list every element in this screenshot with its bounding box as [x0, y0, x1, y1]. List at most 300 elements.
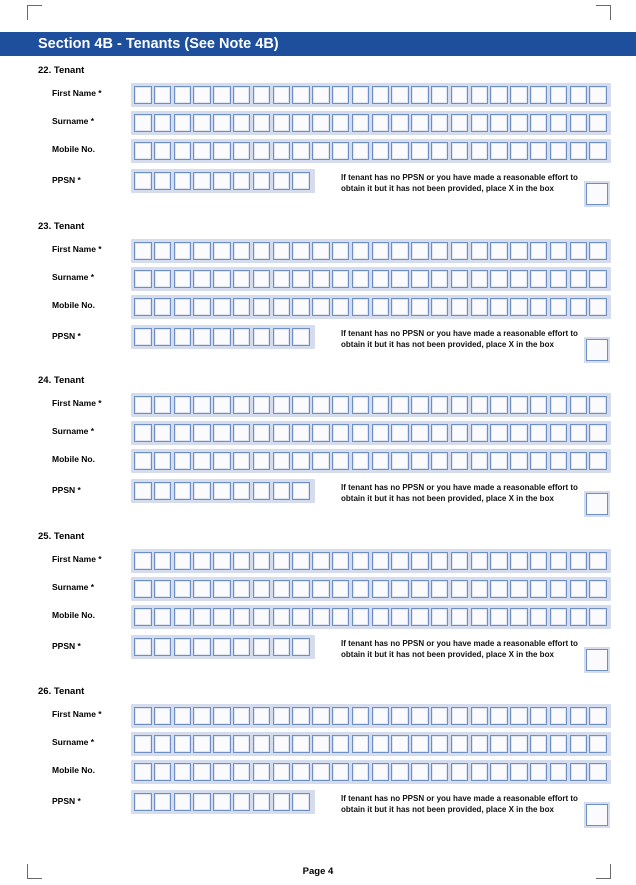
first-name-char-box[interactable] — [490, 242, 508, 260]
first-name-char-box[interactable] — [134, 86, 152, 104]
first-name-char-box[interactable] — [352, 396, 370, 414]
first-name-char-box[interactable] — [589, 86, 607, 104]
mobile-char-box[interactable] — [174, 452, 192, 470]
mobile-char-box[interactable] — [233, 142, 251, 160]
mobile-char-box[interactable] — [411, 763, 429, 781]
surname-char-box[interactable] — [233, 270, 251, 288]
first-name-char-box[interactable] — [253, 242, 271, 260]
mobile-char-box[interactable] — [134, 142, 152, 160]
surname-char-box[interactable] — [411, 114, 429, 132]
first-name-char-box[interactable] — [471, 242, 489, 260]
ppsn-char-box[interactable] — [174, 328, 192, 346]
surname-char-box[interactable] — [253, 424, 271, 442]
mobile-char-box[interactable] — [253, 142, 271, 160]
first-name-char-box[interactable] — [154, 552, 172, 570]
surname-char-box[interactable] — [589, 270, 607, 288]
mobile-char-box[interactable] — [471, 452, 489, 470]
surname-char-box[interactable] — [530, 424, 548, 442]
ppsn-char-box[interactable] — [134, 793, 152, 811]
ppsn-char-box[interactable] — [253, 793, 271, 811]
mobile-char-box[interactable] — [154, 142, 172, 160]
first-name-char-box[interactable] — [391, 242, 409, 260]
surname-char-box[interactable] — [273, 580, 291, 598]
first-name-char-box[interactable] — [550, 242, 568, 260]
ppsn-char-box[interactable] — [193, 638, 211, 656]
ppsn-char-box[interactable] — [253, 172, 271, 190]
mobile-char-box[interactable] — [372, 763, 390, 781]
surname-char-box[interactable] — [154, 114, 172, 132]
mobile-char-box[interactable] — [312, 763, 330, 781]
surname-char-box[interactable] — [174, 580, 192, 598]
first-name-char-box[interactable] — [312, 86, 330, 104]
mobile-char-box[interactable] — [411, 608, 429, 626]
first-name-char-box[interactable] — [570, 552, 588, 570]
mobile-char-box[interactable] — [570, 298, 588, 316]
surname-char-box[interactable] — [253, 580, 271, 598]
surname-char-box[interactable] — [471, 580, 489, 598]
mobile-char-box[interactable] — [431, 763, 449, 781]
mobile-char-box[interactable] — [570, 142, 588, 160]
mobile-char-box[interactable] — [193, 142, 211, 160]
mobile-char-box[interactable] — [253, 452, 271, 470]
first-name-char-box[interactable] — [372, 707, 390, 725]
surname-char-box[interactable] — [471, 424, 489, 442]
surname-char-box[interactable] — [193, 424, 211, 442]
ppsn-char-box[interactable] — [292, 793, 310, 811]
first-name-char-box[interactable] — [233, 707, 251, 725]
surname-char-box[interactable] — [213, 735, 231, 753]
first-name-char-box[interactable] — [451, 396, 469, 414]
first-name-char-box[interactable] — [273, 242, 291, 260]
mobile-char-box[interactable] — [451, 452, 469, 470]
ppsn-char-box[interactable] — [193, 328, 211, 346]
surname-char-box[interactable] — [372, 580, 390, 598]
surname-char-box[interactable] — [332, 424, 350, 442]
surname-char-box[interactable] — [154, 735, 172, 753]
ppsn-char-box[interactable] — [253, 328, 271, 346]
first-name-char-box[interactable] — [193, 86, 211, 104]
surname-char-box[interactable] — [213, 114, 231, 132]
surname-char-box[interactable] — [273, 114, 291, 132]
surname-char-box[interactable] — [134, 424, 152, 442]
ppsn-char-box[interactable] — [233, 793, 251, 811]
mobile-char-box[interactable] — [391, 608, 409, 626]
surname-char-box[interactable] — [292, 735, 310, 753]
first-name-char-box[interactable] — [352, 86, 370, 104]
surname-char-box[interactable] — [352, 580, 370, 598]
surname-char-box[interactable] — [253, 270, 271, 288]
ppsn-char-box[interactable] — [134, 172, 152, 190]
surname-char-box[interactable] — [233, 424, 251, 442]
surname-char-box[interactable] — [193, 735, 211, 753]
ppsn-char-box[interactable] — [292, 638, 310, 656]
mobile-char-box[interactable] — [372, 298, 390, 316]
mobile-char-box[interactable] — [273, 298, 291, 316]
mobile-char-box[interactable] — [174, 142, 192, 160]
ppsn-char-box[interactable] — [134, 638, 152, 656]
mobile-char-box[interactable] — [570, 452, 588, 470]
mobile-char-box[interactable] — [233, 452, 251, 470]
surname-char-box[interactable] — [589, 114, 607, 132]
mobile-char-box[interactable] — [253, 298, 271, 316]
first-name-char-box[interactable] — [154, 242, 172, 260]
mobile-char-box[interactable] — [372, 608, 390, 626]
surname-char-box[interactable] — [253, 114, 271, 132]
surname-char-box[interactable] — [233, 114, 251, 132]
ppsn-char-box[interactable] — [213, 328, 231, 346]
first-name-char-box[interactable] — [253, 552, 271, 570]
first-name-char-box[interactable] — [253, 707, 271, 725]
surname-char-box[interactable] — [451, 270, 469, 288]
mobile-char-box[interactable] — [193, 763, 211, 781]
mobile-char-box[interactable] — [490, 452, 508, 470]
first-name-char-box[interactable] — [570, 396, 588, 414]
surname-char-box[interactable] — [193, 580, 211, 598]
first-name-char-box[interactable] — [233, 552, 251, 570]
surname-char-box[interactable] — [570, 114, 588, 132]
first-name-char-box[interactable] — [312, 552, 330, 570]
first-name-char-box[interactable] — [154, 86, 172, 104]
mobile-char-box[interactable] — [570, 763, 588, 781]
surname-char-box[interactable] — [253, 735, 271, 753]
surname-char-box[interactable] — [431, 580, 449, 598]
mobile-char-box[interactable] — [550, 608, 568, 626]
first-name-char-box[interactable] — [193, 707, 211, 725]
mobile-char-box[interactable] — [510, 608, 528, 626]
surname-char-box[interactable] — [490, 580, 508, 598]
ppsn-char-box[interactable] — [213, 172, 231, 190]
first-name-char-box[interactable] — [372, 86, 390, 104]
mobile-char-box[interactable] — [530, 142, 548, 160]
ppsn-char-box[interactable] — [292, 482, 310, 500]
mobile-char-box[interactable] — [570, 608, 588, 626]
first-name-char-box[interactable] — [134, 396, 152, 414]
ppsn-char-box[interactable] — [193, 482, 211, 500]
ppsn-char-box[interactable] — [154, 482, 172, 500]
mobile-char-box[interactable] — [174, 608, 192, 626]
surname-char-box[interactable] — [570, 580, 588, 598]
surname-char-box[interactable] — [273, 270, 291, 288]
mobile-char-box[interactable] — [332, 608, 350, 626]
surname-char-box[interactable] — [213, 580, 231, 598]
mobile-char-box[interactable] — [550, 763, 568, 781]
first-name-char-box[interactable] — [530, 242, 548, 260]
surname-char-box[interactable] — [292, 424, 310, 442]
mobile-char-box[interactable] — [312, 142, 330, 160]
first-name-char-box[interactable] — [589, 552, 607, 570]
first-name-char-box[interactable] — [213, 242, 231, 260]
surname-char-box[interactable] — [372, 735, 390, 753]
mobile-char-box[interactable] — [589, 298, 607, 316]
no-ppsn-checkbox[interactable] — [586, 804, 608, 826]
ppsn-char-box[interactable] — [273, 793, 291, 811]
surname-char-box[interactable] — [213, 424, 231, 442]
first-name-char-box[interactable] — [253, 396, 271, 414]
ppsn-char-box[interactable] — [213, 793, 231, 811]
surname-char-box[interactable] — [510, 270, 528, 288]
surname-char-box[interactable] — [550, 580, 568, 598]
mobile-char-box[interactable] — [312, 608, 330, 626]
surname-char-box[interactable] — [174, 114, 192, 132]
first-name-char-box[interactable] — [530, 396, 548, 414]
surname-char-box[interactable] — [372, 424, 390, 442]
mobile-char-box[interactable] — [134, 452, 152, 470]
mobile-char-box[interactable] — [273, 452, 291, 470]
first-name-char-box[interactable] — [431, 242, 449, 260]
mobile-char-box[interactable] — [431, 142, 449, 160]
surname-char-box[interactable] — [570, 424, 588, 442]
first-name-char-box[interactable] — [312, 707, 330, 725]
no-ppsn-checkbox[interactable] — [586, 493, 608, 515]
ppsn-char-box[interactable] — [154, 172, 172, 190]
first-name-char-box[interactable] — [292, 242, 310, 260]
mobile-char-box[interactable] — [352, 763, 370, 781]
surname-char-box[interactable] — [471, 270, 489, 288]
surname-char-box[interactable] — [471, 735, 489, 753]
surname-char-box[interactable] — [312, 735, 330, 753]
first-name-char-box[interactable] — [174, 396, 192, 414]
ppsn-char-box[interactable] — [273, 172, 291, 190]
surname-char-box[interactable] — [134, 735, 152, 753]
mobile-char-box[interactable] — [154, 298, 172, 316]
mobile-char-box[interactable] — [451, 142, 469, 160]
mobile-char-box[interactable] — [193, 608, 211, 626]
mobile-char-box[interactable] — [312, 452, 330, 470]
first-name-char-box[interactable] — [550, 552, 568, 570]
surname-char-box[interactable] — [451, 424, 469, 442]
first-name-char-box[interactable] — [570, 242, 588, 260]
mobile-char-box[interactable] — [213, 298, 231, 316]
surname-char-box[interactable] — [550, 114, 568, 132]
surname-char-box[interactable] — [510, 424, 528, 442]
mobile-char-box[interactable] — [213, 763, 231, 781]
first-name-char-box[interactable] — [471, 707, 489, 725]
first-name-char-box[interactable] — [273, 86, 291, 104]
ppsn-char-box[interactable] — [193, 172, 211, 190]
mobile-char-box[interactable] — [352, 608, 370, 626]
surname-char-box[interactable] — [233, 580, 251, 598]
first-name-char-box[interactable] — [292, 396, 310, 414]
mobile-char-box[interactable] — [273, 763, 291, 781]
mobile-char-box[interactable] — [589, 763, 607, 781]
surname-char-box[interactable] — [510, 580, 528, 598]
first-name-char-box[interactable] — [213, 552, 231, 570]
surname-char-box[interactable] — [174, 424, 192, 442]
first-name-char-box[interactable] — [273, 552, 291, 570]
first-name-char-box[interactable] — [134, 552, 152, 570]
mobile-char-box[interactable] — [471, 298, 489, 316]
mobile-char-box[interactable] — [490, 142, 508, 160]
first-name-char-box[interactable] — [154, 707, 172, 725]
first-name-char-box[interactable] — [451, 552, 469, 570]
surname-char-box[interactable] — [550, 270, 568, 288]
first-name-char-box[interactable] — [391, 396, 409, 414]
surname-char-box[interactable] — [312, 424, 330, 442]
first-name-char-box[interactable] — [193, 396, 211, 414]
first-name-char-box[interactable] — [510, 242, 528, 260]
ppsn-char-box[interactable] — [273, 328, 291, 346]
surname-char-box[interactable] — [530, 114, 548, 132]
mobile-char-box[interactable] — [292, 452, 310, 470]
ppsn-char-box[interactable] — [213, 638, 231, 656]
surname-char-box[interactable] — [312, 580, 330, 598]
first-name-char-box[interactable] — [332, 242, 350, 260]
first-name-char-box[interactable] — [589, 707, 607, 725]
first-name-char-box[interactable] — [471, 396, 489, 414]
mobile-char-box[interactable] — [174, 763, 192, 781]
surname-char-box[interactable] — [273, 424, 291, 442]
mobile-char-box[interactable] — [411, 452, 429, 470]
first-name-char-box[interactable] — [193, 242, 211, 260]
first-name-char-box[interactable] — [332, 396, 350, 414]
mobile-char-box[interactable] — [273, 608, 291, 626]
surname-char-box[interactable] — [332, 114, 350, 132]
ppsn-char-box[interactable] — [233, 482, 251, 500]
mobile-char-box[interactable] — [510, 142, 528, 160]
first-name-char-box[interactable] — [332, 707, 350, 725]
surname-char-box[interactable] — [431, 270, 449, 288]
mobile-char-box[interactable] — [550, 142, 568, 160]
ppsn-char-box[interactable] — [213, 482, 231, 500]
first-name-char-box[interactable] — [431, 86, 449, 104]
first-name-char-box[interactable] — [490, 552, 508, 570]
first-name-char-box[interactable] — [431, 396, 449, 414]
first-name-char-box[interactable] — [233, 396, 251, 414]
mobile-char-box[interactable] — [431, 452, 449, 470]
surname-char-box[interactable] — [530, 735, 548, 753]
ppsn-char-box[interactable] — [154, 638, 172, 656]
first-name-char-box[interactable] — [411, 707, 429, 725]
surname-char-box[interactable] — [490, 114, 508, 132]
surname-char-box[interactable] — [292, 114, 310, 132]
mobile-char-box[interactable] — [134, 298, 152, 316]
mobile-char-box[interactable] — [550, 452, 568, 470]
ppsn-char-box[interactable] — [134, 328, 152, 346]
first-name-char-box[interactable] — [332, 552, 350, 570]
surname-char-box[interactable] — [193, 270, 211, 288]
surname-char-box[interactable] — [332, 270, 350, 288]
mobile-char-box[interactable] — [530, 452, 548, 470]
mobile-char-box[interactable] — [391, 452, 409, 470]
surname-char-box[interactable] — [589, 735, 607, 753]
first-name-char-box[interactable] — [550, 707, 568, 725]
mobile-char-box[interactable] — [471, 763, 489, 781]
first-name-char-box[interactable] — [154, 396, 172, 414]
surname-char-box[interactable] — [193, 114, 211, 132]
first-name-char-box[interactable] — [490, 396, 508, 414]
no-ppsn-checkbox[interactable] — [586, 183, 608, 205]
ppsn-char-box[interactable] — [233, 172, 251, 190]
mobile-char-box[interactable] — [530, 298, 548, 316]
mobile-char-box[interactable] — [372, 142, 390, 160]
first-name-char-box[interactable] — [134, 242, 152, 260]
mobile-char-box[interactable] — [451, 763, 469, 781]
surname-char-box[interactable] — [391, 735, 409, 753]
first-name-char-box[interactable] — [530, 552, 548, 570]
surname-char-box[interactable] — [213, 270, 231, 288]
surname-char-box[interactable] — [570, 270, 588, 288]
surname-char-box[interactable] — [490, 735, 508, 753]
first-name-char-box[interactable] — [372, 242, 390, 260]
ppsn-char-box[interactable] — [193, 793, 211, 811]
first-name-char-box[interactable] — [451, 86, 469, 104]
mobile-char-box[interactable] — [589, 142, 607, 160]
first-name-char-box[interactable] — [134, 707, 152, 725]
surname-char-box[interactable] — [372, 270, 390, 288]
mobile-char-box[interactable] — [253, 608, 271, 626]
first-name-char-box[interactable] — [273, 707, 291, 725]
surname-char-box[interactable] — [510, 114, 528, 132]
first-name-char-box[interactable] — [213, 707, 231, 725]
surname-char-box[interactable] — [134, 114, 152, 132]
surname-char-box[interactable] — [352, 270, 370, 288]
surname-char-box[interactable] — [431, 114, 449, 132]
first-name-char-box[interactable] — [451, 242, 469, 260]
ppsn-char-box[interactable] — [253, 482, 271, 500]
first-name-char-box[interactable] — [550, 396, 568, 414]
mobile-char-box[interactable] — [589, 452, 607, 470]
no-ppsn-checkbox[interactable] — [586, 649, 608, 671]
first-name-char-box[interactable] — [411, 86, 429, 104]
surname-char-box[interactable] — [352, 114, 370, 132]
first-name-char-box[interactable] — [451, 707, 469, 725]
first-name-char-box[interactable] — [510, 86, 528, 104]
first-name-char-box[interactable] — [471, 552, 489, 570]
first-name-char-box[interactable] — [530, 707, 548, 725]
first-name-char-box[interactable] — [431, 552, 449, 570]
ppsn-char-box[interactable] — [253, 638, 271, 656]
mobile-char-box[interactable] — [510, 298, 528, 316]
surname-char-box[interactable] — [451, 580, 469, 598]
mobile-char-box[interactable] — [490, 608, 508, 626]
first-name-char-box[interactable] — [510, 552, 528, 570]
first-name-char-box[interactable] — [213, 396, 231, 414]
first-name-char-box[interactable] — [391, 707, 409, 725]
mobile-char-box[interactable] — [490, 298, 508, 316]
first-name-char-box[interactable] — [174, 86, 192, 104]
mobile-char-box[interactable] — [292, 763, 310, 781]
first-name-char-box[interactable] — [352, 552, 370, 570]
mobile-char-box[interactable] — [233, 763, 251, 781]
mobile-char-box[interactable] — [273, 142, 291, 160]
surname-char-box[interactable] — [530, 270, 548, 288]
ppsn-char-box[interactable] — [134, 482, 152, 500]
mobile-char-box[interactable] — [530, 763, 548, 781]
surname-char-box[interactable] — [391, 424, 409, 442]
first-name-char-box[interactable] — [292, 552, 310, 570]
surname-char-box[interactable] — [391, 114, 409, 132]
surname-char-box[interactable] — [134, 580, 152, 598]
first-name-char-box[interactable] — [312, 396, 330, 414]
surname-char-box[interactable] — [411, 580, 429, 598]
mobile-char-box[interactable] — [391, 298, 409, 316]
surname-char-box[interactable] — [312, 270, 330, 288]
first-name-char-box[interactable] — [490, 707, 508, 725]
mobile-char-box[interactable] — [213, 452, 231, 470]
surname-char-box[interactable] — [550, 424, 568, 442]
surname-char-box[interactable] — [510, 735, 528, 753]
first-name-char-box[interactable] — [174, 242, 192, 260]
ppsn-char-box[interactable] — [273, 638, 291, 656]
first-name-char-box[interactable] — [213, 86, 231, 104]
surname-char-box[interactable] — [431, 424, 449, 442]
first-name-char-box[interactable] — [292, 86, 310, 104]
ppsn-char-box[interactable] — [174, 482, 192, 500]
surname-char-box[interactable] — [471, 114, 489, 132]
first-name-char-box[interactable] — [372, 396, 390, 414]
first-name-char-box[interactable] — [391, 86, 409, 104]
mobile-char-box[interactable] — [213, 142, 231, 160]
